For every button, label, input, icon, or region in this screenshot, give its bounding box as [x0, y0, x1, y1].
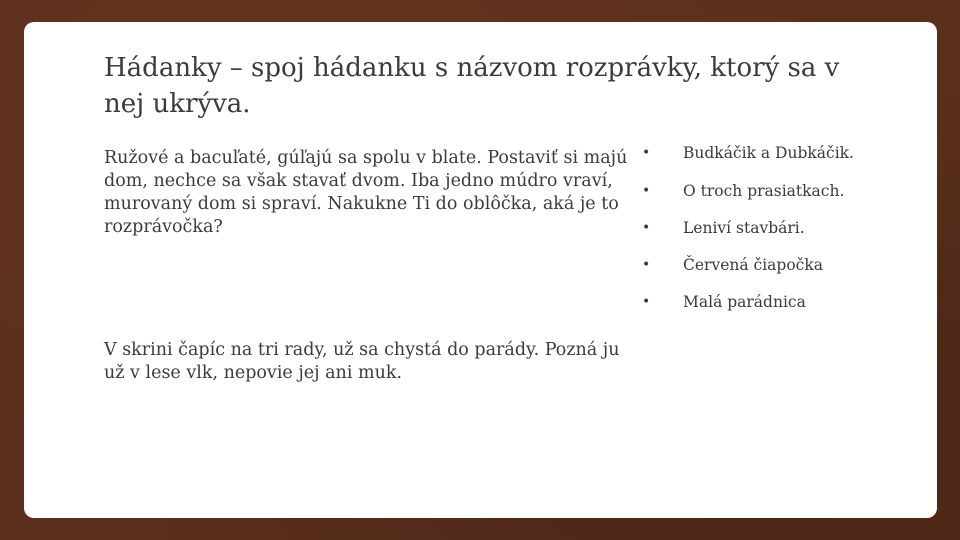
answer-label: O troch prasiatkach. — [683, 182, 845, 200]
riddle-text-1: Ružové a bacuľaté, gúľajú sa spolu v blate. Postaviť si majú dom, nechce sa však stavať dvom. Iba jedno múdro vraví, murovaný dom si spraví. Nakukne Ti do oblôčka, aká je to rozprávočka? — [104, 148, 628, 237]
bullet-icon: • — [642, 257, 651, 273]
riddle-text-2: V skrini čapíc na tri rady, už sa chystá do parády. Pozná ju už v lese vlk, nepovie jej ani muk. — [104, 340, 620, 383]
bullet-icon: • — [642, 183, 651, 199]
slide-title: Hádanky – spoj hádanku s názvom rozprávky, ktorý sa v nej ukrýva. — [104, 53, 840, 119]
bullet-icon: • — [642, 145, 651, 161]
answer-label: Červená čiapočka — [683, 256, 823, 274]
answer-list — [642, 143, 922, 329]
answer-item — [642, 218, 922, 239]
answer-item — [642, 143, 922, 164]
bullet-icon: • — [642, 294, 651, 310]
slide-card — [24, 22, 937, 518]
answer-label: Budkáčik a Dubkáčik. — [683, 144, 854, 162]
answer-label: Malá parádnica — [683, 293, 806, 311]
answer-label: Leniví stavbári. — [683, 219, 805, 237]
answer-item — [642, 255, 922, 276]
bullet-icon: • — [642, 220, 651, 236]
answer-item — [642, 181, 922, 202]
answer-item — [642, 292, 922, 313]
